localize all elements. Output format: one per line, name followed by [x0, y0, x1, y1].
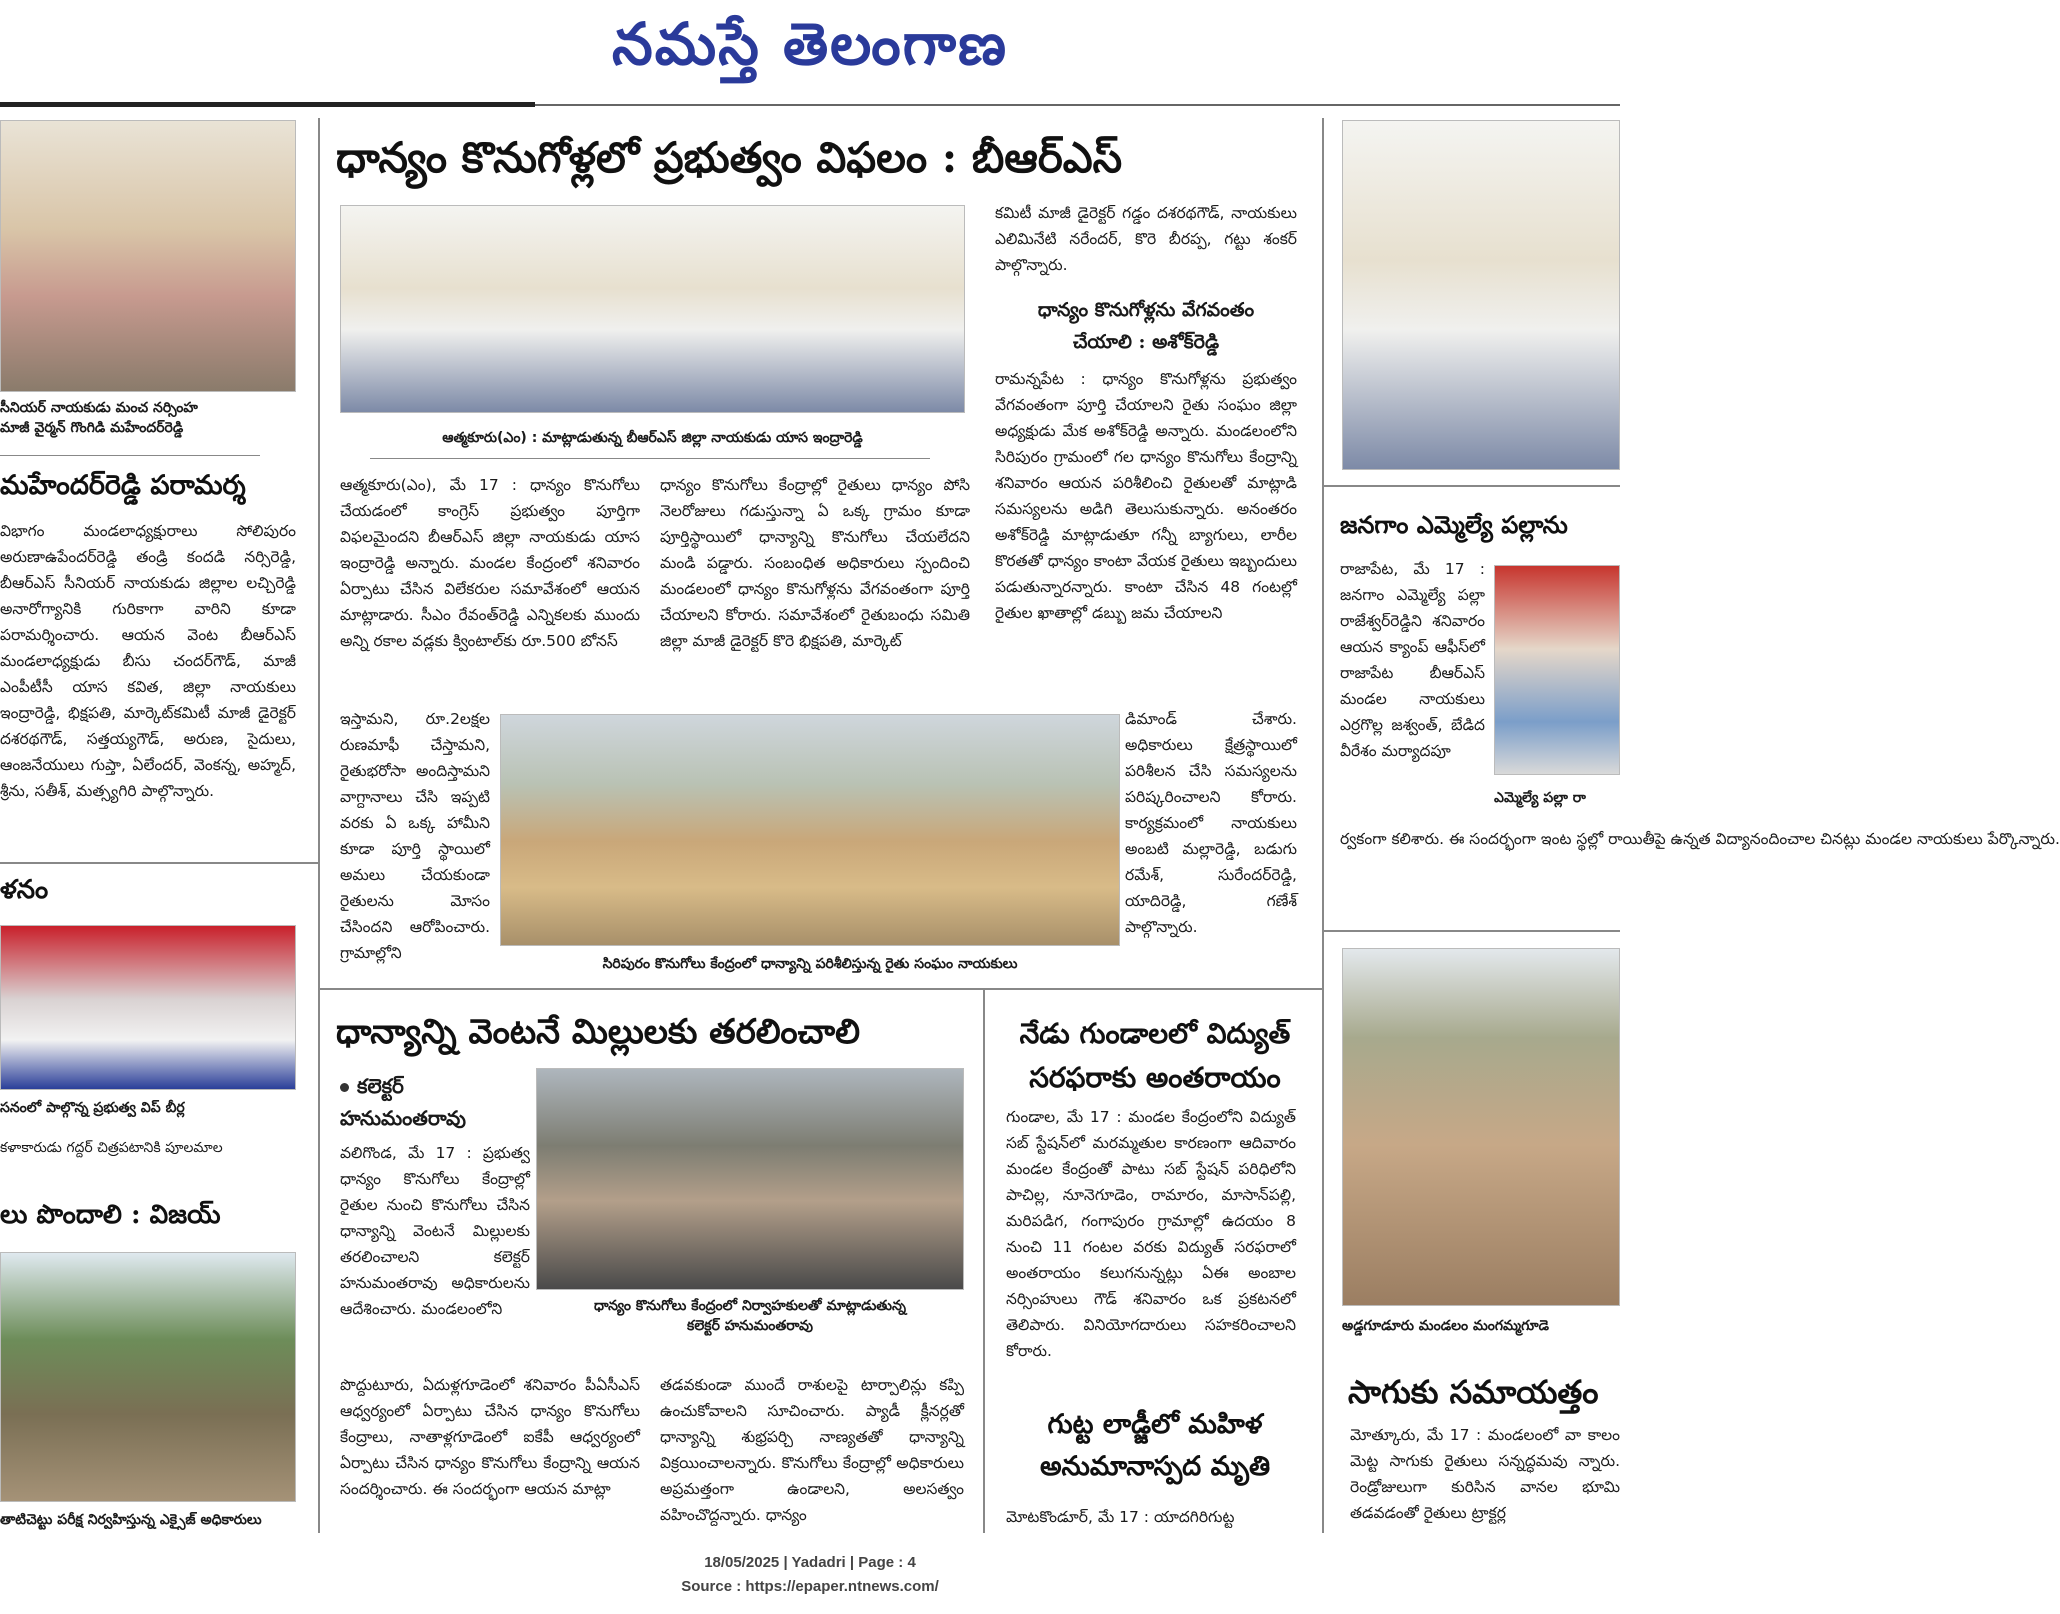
- palm-tree-photo: [0, 1252, 296, 1502]
- column-divider: [318, 118, 320, 1533]
- article-body: మోత్కూరు, మే 17 : మండలంలో వా కాలం మెట్ట సాగుకు రైతులు సన్నద్ధమవు న్నారు. రెండ్రోజులుగా కురిసిన వానల భూమి తడవడంతో రైతులు ట్రాక్టర్ల: [1350, 1426, 1620, 1522]
- article-body: ధాన్యం కొనుగోలు కేంద్రాల్లో రైతులు ధాన్యం పోసి నెలరోజులు గడుస్తున్నా ఏ ఒక్క గ్రామం కూడా పూర్తిస్థాయిలో ధాన్యాన్ని కొనుగోలు చేయలేదని మండి పడ్డారు. సంబంధిత అధికారులు స్పందించి మండలంలో ధాన్యం కొనుగోళ్లను వేగవంతంగా పూర్తి చేయాలని కోరారు. సమావేశంలో రైతుబంధు సమితి జిల్లా మాజీ డైరెక్టర్ కొరె భిక్షపతి, మార్కెట్: [660, 476, 970, 650]
- caption-rule: [370, 458, 930, 459]
- article-body: ర్వకంగా కలిశారు. ఈ సందర్భంగా ఇంట స్థల్లో రాయితీపై ఉన్నత విద్యానందించాల చినట్లు మండల నాయకులు పేర్కొన్నారు.: [1340, 830, 2060, 848]
- article-headline: జనగాం ఎమ్మెల్యే పల్లాను: [1340, 510, 1568, 539]
- bullet-icon: [340, 1083, 349, 1092]
- article-body: రాజాపేట, మే 17 : జనగాం ఎమ్మెల్యే పల్లా రాజేశ్వర్‌రెడ్డిని శనివారం ఆయన క్యాంప్ ఆఫీస్‌లో రాజాపేట బీఆర్‌ఎస్ మండల నాయకులు ఎర్రగొల్ల జశ్వంత్, బేడిద వీరేశం మర్యాదపూ: [1340, 560, 1485, 760]
- photo-caption: ధాన్యం కొనుగోలు కేంద్రంలో నిర్వాహకులతో మాట్లాడుతున్న కలెక్టర్ హనుమంతరావు: [593, 1298, 907, 1334]
- article-body: ఆత్మకూరు(ఎం), మే 17 : ధాన్యం కొనుగోలు చేయడంలో కాంగ్రెస్ ప్రభుత్వం పూర్తిగా విఫలమైందని బీఆర్‌ఎస్ జిల్లా నాయకుడు యాస ఇంద్రారెడ్డి అన్నారు. మండల కేంద్రంలో శనివారం ఏర్పాటు చేసిన విలేకరుల సమావేశంలో ఆయన మాట్లాడారు. సీఎం రేవంత్‌రెడ్డి ఎన్నికలకు ముందు అన్ని రకాల వడ్లకు క్వింటాల్‌కు రూ.500 బోనస్: [340, 476, 640, 650]
- column-divider: [983, 990, 985, 1533]
- section-divider: [1322, 485, 1620, 487]
- article-headline: ళనం: [0, 875, 49, 905]
- section-divider: [1322, 930, 1620, 932]
- article-body: కమిటీ మాజీ డైరెక్టర్ గడ్డం దశరథగౌడ్, నాయకులు ఎలిమినేటి నరేందర్, కొరె బీరప్ప, గట్టు శంకర్ పాల్గొన్నారు.: [995, 204, 1297, 274]
- photo-caption: సిరిపురం కొనుగోలు కేంద్రంలో ధాన్యాన్ని పరిశీలిస్తున్న రైతు సంఘం నాయకులు: [602, 956, 1018, 972]
- article-headline: నేడు గుండాలలో విద్యుత్ సరఫరాకు అంతరాయం: [1019, 1017, 1291, 1094]
- leader-meeting-photo: [1342, 120, 1620, 470]
- article-body: కళాకారుడు గద్దర్ చిత్రపటానికి పూలమాల: [0, 1140, 223, 1156]
- article-body: ఇస్తామని, రూ.2లక్షల రుణమాఫీ చేస్తామని, రైతుభరోసా అందిస్తామని వాగ్దానాలు చేసి ఇప్పటి వరకు ఏ ఒక్క హామీని కూడా పూర్తి స్థాయిలో అమలు చేయకుండా రైతులను మోసం చేసిందని ఆరోపించారు. గ్రామాల్లోని: [340, 710, 490, 962]
- masthead-rule: [0, 102, 535, 107]
- article-body: వలిగొండ, మే 17 : ప్రభుత్వ ధాన్యం కొనుగోలు కేంద్రాల్లో రైతుల నుంచి కొనుగోలు చేసిన ధాన్యాన్ని వెంటనే మిల్లులకు తరలించాలని కలెక్టర్ హనుమంతరావు అధికారులను ఆదేశించారు. మండలంలోని: [340, 1144, 530, 1318]
- mla-photo: [1494, 565, 1620, 775]
- collector-visit-photo: [536, 1068, 964, 1290]
- article-body: మోటకొండూర్, మే 17 : యాదగిరిగుట్ట: [1006, 1508, 1235, 1526]
- article-body: పొద్దుటూరు, ఏదుళ్లగూడెంలో శనివారం పీఏసీఎస్ ఆధ్వర్యంలో ఏర్పాటు చేసిన ధాన్యం కొనుగోలు కేంద్రాలు, నాతాళ్లగూడెంలో ఐకేపీ ఆధ్వర్యంలో ఏర్పాటు చేసిన ధాన్యం కొనుగోలు కేంద్రాన్ని ఆయన సందర్శించారు. ఈ సందర్భంగా ఆయన మాట్లా: [340, 1376, 640, 1498]
- sub-headline: ధాన్యం కొనుగోళ్లను వేగవంతం చేయాలి : అశోక్‌రెడ్డి: [1037, 299, 1255, 353]
- newspaper-logo: నమస్తే తెలంగాణ: [612, 10, 1008, 78]
- article-headline: గుట్ట లాడ్జీలో మహిళ అనుమానాస్పద మృతి: [1039, 1409, 1271, 1482]
- article-headline: లు పొందాలి : విజయ్: [0, 1200, 221, 1230]
- subhead-bullet: [340, 1070, 530, 1134]
- article-headline: సాగుకు సమాయత్తం: [1348, 1373, 1599, 1411]
- masthead: [0, 0, 1620, 110]
- article-headline: మహేందర్‌రెడ్డి పరామర్శ: [0, 470, 246, 501]
- grain-heap-photo: [500, 714, 1120, 946]
- field-farming-photo: [1342, 948, 1620, 1306]
- article-body: విభాగం మండలాధ్యక్షురాలు సోలిపురం అరుణాఉపేందర్‌రెడ్డి తండ్రి కందడి నర్సిరెడ్డి, బీఆర్‌ఎస్ సీనియర్ నాయకుడు జిల్లాల లచ్చిరెడ్డి అనారోగ్యానికి గురికాగా వారిని కూడా పరామర్శించారు. ఆయన వెంట బీఆర్‌ఎస్ మండలాధ్యక్షుడు బీసు చందర్‌గౌడ్, మాజీ ఎంపీటీసీ యాస కవిత, జిల్లా నాయకులు ఇంద్రారెడ్డి, భిక్షపతి, మార్కెట్‌కమిటీ మాజీ డైరెక్టర్ దశరథగౌడ్, సత్తయ్యగౌడ్, అరుణ, సైదులు, ఆంజనేయులు గుప్తా, ఏలేందర్, వెంకన్న, అహ్మద్, శ్రీను, సతీశ్, మత్స్యగిరి పాల్గొన్నారు.: [0, 522, 296, 800]
- section-divider: [0, 862, 318, 864]
- masthead-rule-thin: [535, 104, 1620, 106]
- article-body: డిమాండ్ చేశారు. అధికారులు క్షేత్రస్థాయిలో పరిశీలన చేసి సమస్యలను పరిష్కరించాలని కోరారు. కార్యక్రమంలో నాయకులు అంబటి మల్లారెడ్డి, బడుగు రమేశ్, సురేందర్‌రెడ్డి, యాదిరెడ్డి, గణేశ్ పాల్గొన్నారు.: [1125, 710, 1297, 936]
- article-headline: ధాన్యాన్ని వెంటనే మిల్లులకు తరలించాలి: [336, 1012, 861, 1052]
- photo-caption: సనంలో పాల్గొన్న ప్రభుత్వ విప్ బీర్ల: [0, 1100, 185, 1116]
- footer-source: Source : https://epaper.ntnews.com/: [681, 1578, 939, 1595]
- stage-event-photo: [0, 925, 296, 1090]
- section-divider: [318, 988, 1322, 990]
- caption-rule: [0, 455, 260, 456]
- photo-caption: ఎమ్మెల్యే పల్లా రా: [1494, 790, 1586, 806]
- press-meet-photo: [340, 205, 965, 413]
- article-body: తడవకుండా ముందే రాశులపై టార్పాలిన్లు కప్పి ఉంచుకోవాలని సూచించారు. ప్యాడీ క్లీనర్లతో ధాన్యాన్ని శుభ్రపర్చి నాణ్యతతో ధాన్యాన్ని విక్రయించాలన్నారు. కొనుగోలు కేంద్రాల్లో అధికారులు అప్రమత్తంగా ఉండాలని, అలసత్వం వహించొద్దన్నారు. ధాన్యం: [660, 1376, 964, 1524]
- photo-caption: తాటిచెట్టు పరీక్ష నిర్వహిస్తున్న ఎక్సైజ్ అధికారులు: [0, 1512, 262, 1528]
- photo-caption: ఆత్మకూరు(ఎం) : మాట్లాడుతున్న బీఆర్‌ఎస్ జిల్లా నాయకుడు యాస ఇంద్రారెడ్డి: [442, 430, 863, 446]
- family-visit-photo: [0, 120, 296, 392]
- column-divider: [1322, 118, 1324, 1533]
- photo-caption: అడ్డగూడూరు మండలం మంగమ్మగూడె: [1342, 1318, 1550, 1334]
- article-body: రామన్నపేట : ధాన్యం కొనుగోళ్లను ప్రభుత్వం వేగవంతంగా పూర్తి చేయాలని రైతు సంఘం జిల్లా అధ్యక్షుడు మేక అశోక్‌రెడ్డి అన్నారు. మండలంలోని సిరిపురం గ్రామంలో గల ధాన్యం కొనుగోలు కేంద్రాన్ని శనివారం ఆయన పరిశీలించి రైతులతో మాట్లాడి సమస్యలను అడిగి తెలుసుకున్నారు. అనంతరం అశోక్‌రెడ్డి మాట్లాడుతూ గన్నీ బ్యాగులు, లారీల కొరతతో ధాన్యం కాంటా వేయక రైతులు ఇబ్బందులు పడుతున్నారన్నారు. కాంటా చేసిన 48 గంటల్లో రైతుల ఖాతాల్లో డబ్బు జమ చేయాలని: [995, 370, 1297, 622]
- main-headline: ధాన్యం కొనుగోళ్లలో ప్రభుత్వం విఫలం : బీఆర్‌ఎస్: [336, 133, 1123, 182]
- article-body: గుండాల, మే 17 : మండల కేంద్రంలోని విద్యుత్ సబ్ స్టేషన్‌లో మరమ్మతుల కారణంగా ఆదివారం మండల కేంద్రంతో పాటు సబ్ స్టేషన్ పరిధిలోని పాచిల్ల, నూనెగూడెం, రామారం, మాసాన్‌పల్లి, మరిపడిగ, గంగాపురం గ్రామాల్లో ఉదయం 8 నుంచి 11 గంటల వరకు విద్యుత్ సరఫరాలో అంతరాయం కలుగనున్నట్లు ఏఈ అంబాల నర్సింహులు గౌడ్ శనివారం ఒక ప్రకటనలో తెలిపారు. వినియోగదారులు సహకరించాలని కోరారు.: [1006, 1108, 1296, 1360]
- photo-caption: సీనియర్ నాయకుడు మంచ నర్సింహ మాజీ వైర్మన్ గొంగిడి మహేందర్‌రెడ్డి: [0, 400, 198, 436]
- bullet-text: కలెక్టర్ హనుమంతరావు: [340, 1074, 466, 1130]
- footer-date-page: 18/05/2025 | Yadadri | Page : 4: [704, 1554, 916, 1571]
